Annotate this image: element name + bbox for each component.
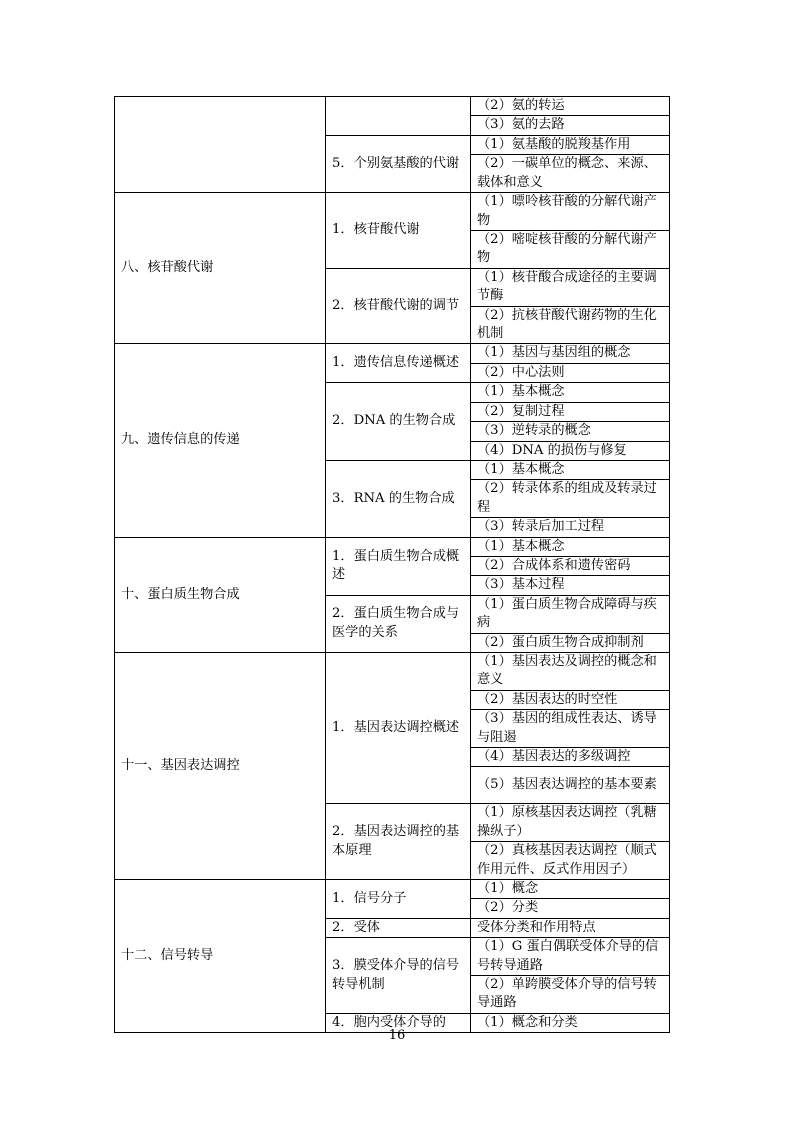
table-row (115, 193, 670, 231)
detail-cell: 受体分类和作用特点 (471, 918, 670, 937)
detail-cell: （2）单跨膜受体介导的信号转导通路 (471, 976, 670, 1014)
section-cell: 十、蛋白质生物合成 (115, 537, 326, 652)
detail-cell: （4）基因表达的多级调控 (471, 748, 670, 767)
detail-cell: （3）基本过程 (471, 576, 670, 595)
table-row (115, 880, 670, 899)
detail-cell: （1）概念 (471, 880, 670, 899)
table-row (115, 344, 670, 363)
syllabus-table (114, 96, 670, 1033)
section-cell: 八、核苷酸代谢 (115, 193, 326, 344)
section-cell (115, 97, 326, 193)
detail-cell: （1）氨基酸的脱羧基作用 (471, 135, 670, 154)
subtopic-cell: 1．核苷酸代谢 (326, 193, 471, 269)
detail-cell: （4）DNA 的损伤与修复 (471, 441, 670, 460)
subtopic-cell: 1．信号分子 (326, 880, 471, 919)
detail-cell: （1）核苷酸合成途径的主要调节酶 (471, 268, 670, 306)
section-cell: 十一、基因表达调控 (115, 652, 326, 879)
detail-cell: （2）中心法则 (471, 363, 670, 382)
table-row (115, 97, 670, 116)
detail-cell: （2）合成体系和遗传密码 (471, 556, 670, 575)
subtopic-cell: 1．蛋白质生物合成概述 (326, 537, 471, 595)
detail-cell: （2）基因表达的时空性 (471, 690, 670, 709)
page-number: 16 (388, 1028, 406, 1043)
detail-cell: （3）氨的去路 (471, 116, 670, 135)
detail-cell: （1）概念和分类 (471, 1013, 670, 1032)
subtopic-cell: 5．个别氨基酸的代谢 (326, 135, 471, 192)
detail-cell: （2）抗核苷酸代谢药物的生化机制 (471, 306, 670, 344)
detail-cell: （2）转录体系的组成及转录过程 (471, 480, 670, 518)
subtopic-cell: 2．DNA 的生物合成 (326, 383, 471, 461)
detail-cell: （1）基本概念 (471, 537, 670, 556)
table-row (115, 652, 670, 690)
detail-cell: （3）转录后加工过程 (471, 518, 670, 537)
subtopic-cell: 2．基因表达调控的基本原理 (326, 804, 471, 880)
subtopic-cell: 4．胞内受体介导的 (326, 1013, 471, 1032)
table-row (115, 537, 670, 556)
subtopic-cell: 2．蛋白质生物合成与医学的关系 (326, 595, 471, 652)
detail-cell: （2）氨的转运 (471, 97, 670, 116)
detail-cell: （2）分类 (471, 899, 670, 918)
subtopic-cell: 1．基因表达调控概述 (326, 652, 471, 803)
detail-cell: （1）基本概念 (471, 383, 670, 402)
subtopic-cell: 3．膜受体介导的信号转导机制 (326, 938, 471, 1014)
detail-cell: （2）一碳单位的概念、来源、载体和意义 (471, 155, 670, 193)
detail-cell: （1）嘌呤核苷酸的分解代谢产物 (471, 193, 670, 231)
detail-cell: （5）基因表达调控的基本要素 (471, 767, 670, 804)
detail-cell: （2）复制过程 (471, 402, 670, 421)
detail-cell: （1）基本概念 (471, 460, 670, 479)
detail-cell: （2）蛋白质生物合成抑制剂 (471, 633, 670, 652)
subtopic-cell: 2．核苷酸代谢的调节 (326, 268, 471, 344)
subtopic-cell (326, 97, 471, 136)
subtopic-cell: 1．遗传信息传递概述 (326, 344, 471, 383)
detail-cell: （1）原核基因表达调控（乳糖操纵子） (471, 804, 670, 842)
detail-cell: （1）基因与基因组的概念 (471, 344, 670, 363)
subtopic-cell: 2．受体 (326, 918, 471, 937)
detail-cell: （2）真核基因表达调控（顺式作用元件、反式作用因子） (471, 842, 670, 880)
section-cell: 九、遗传信息的传递 (115, 344, 326, 537)
detail-cell: （3）逆转录的概念 (471, 422, 670, 441)
detail-cell: （1）G 蛋白偶联受体介导的信号转导通路 (471, 938, 670, 976)
subtopic-cell: 3．RNA 的生物合成 (326, 460, 471, 537)
section-cell: 十二、信号转导 (115, 880, 326, 1033)
detail-cell: （3）基因的组成性表达、诱导与阻遏 (471, 710, 670, 748)
detail-cell: （1）蛋白质生物合成障碍与疾病 (471, 595, 670, 633)
detail-cell: （1）基因表达及调控的概念和意义 (471, 652, 670, 690)
detail-cell: （2）嘧啶核苷酸的分解代谢产物 (471, 231, 670, 269)
